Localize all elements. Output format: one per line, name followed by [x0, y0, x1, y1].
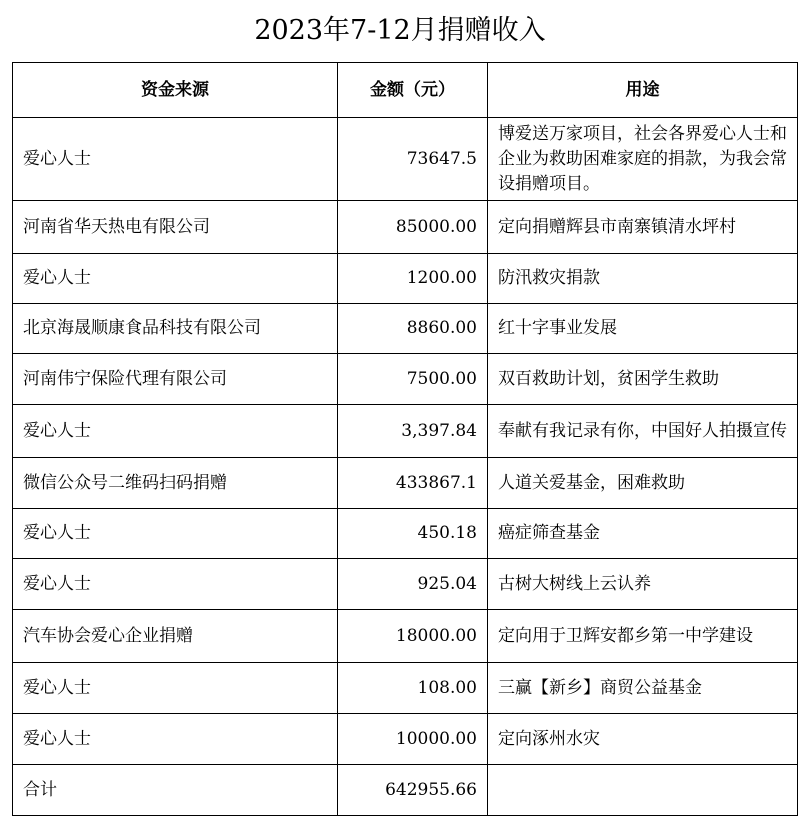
table-row: [13, 405, 798, 458]
usage-cell: 防汛救灾捐款: [488, 254, 798, 304]
amount-cell: 108.00: [338, 663, 488, 714]
table-row: [13, 714, 798, 765]
table-row: [13, 118, 798, 201]
amount-cell: 3,397.84: [338, 405, 488, 458]
usage-cell: 红十字事业发展: [488, 304, 798, 354]
table-row: [13, 458, 798, 509]
amount-cell: 18000.00: [338, 610, 488, 663]
table-row: [13, 610, 798, 663]
source-cell: 微信公众号二维码扫码捐赠: [13, 458, 338, 509]
header-usage: 用途: [488, 63, 798, 118]
usage-cell: 人道关爱基金，困难救助: [488, 458, 798, 509]
header-source: 资金来源: [13, 63, 338, 118]
table-row: [13, 559, 798, 610]
total-usage: [488, 765, 798, 816]
table-row: [13, 254, 798, 304]
usage-cell: 奉献有我记录有你，中国好人拍摄宣传: [488, 405, 798, 458]
total-label: 合计: [13, 765, 338, 816]
source-cell: 爱心人士: [13, 118, 338, 201]
usage-cell: 三赢【新乡】商贸公益基金: [488, 663, 798, 714]
amount-cell: 450.18: [338, 509, 488, 559]
source-cell: 爱心人士: [13, 254, 338, 304]
amount-cell: 7500.00: [338, 354, 488, 405]
donation-table: [12, 62, 798, 816]
source-cell: 爱心人士: [13, 714, 338, 765]
table-row: [13, 354, 798, 405]
source-cell: 爱心人士: [13, 405, 338, 458]
source-cell: 北京海晟顺康食品科技有限公司: [13, 304, 338, 354]
amount-cell: 73647.5: [338, 118, 488, 201]
amount-cell: 433867.1: [338, 458, 488, 509]
header-row: [13, 63, 798, 118]
amount-cell: 85000.00: [338, 201, 488, 254]
source-cell: 爱心人士: [13, 509, 338, 559]
total-amount: 642955.66: [338, 765, 488, 816]
header-amount: 金额（元）: [338, 63, 488, 118]
amount-cell: 1200.00: [338, 254, 488, 304]
amount-cell: 8860.00: [338, 304, 488, 354]
usage-cell: 定向用于卫辉安都乡第一中学建设: [488, 610, 798, 663]
source-cell: 爱心人士: [13, 663, 338, 714]
amount-cell: 925.04: [338, 559, 488, 610]
usage-cell: 博爱送万家项目，社会各界爱心人士和企业为救助困难家庭的捐款，为我会常设捐赠项目。: [488, 118, 798, 201]
table-row: [13, 663, 798, 714]
total-row: [13, 765, 798, 816]
usage-cell: 古树大树线上云认养: [488, 559, 798, 610]
source-cell: 汽车协会爱心企业捐赠: [13, 610, 338, 663]
usage-cell: 定向涿州水灾: [488, 714, 798, 765]
table-row: [13, 201, 798, 254]
table-row: [13, 509, 798, 559]
table-row: [13, 304, 798, 354]
amount-cell: 10000.00: [338, 714, 488, 765]
source-cell: 爱心人士: [13, 559, 338, 610]
usage-cell: 双百救助计划，贫困学生救助: [488, 354, 798, 405]
usage-cell: 癌症筛查基金: [488, 509, 798, 559]
source-cell: 河南伟宁保险代理有限公司: [13, 354, 338, 405]
usage-cell: 定向捐赠辉县市南寨镇清水坪村: [488, 201, 798, 254]
source-cell: 河南省华天热电有限公司: [13, 201, 338, 254]
page-title: 2023年7-12月捐赠收入: [254, 15, 546, 46]
